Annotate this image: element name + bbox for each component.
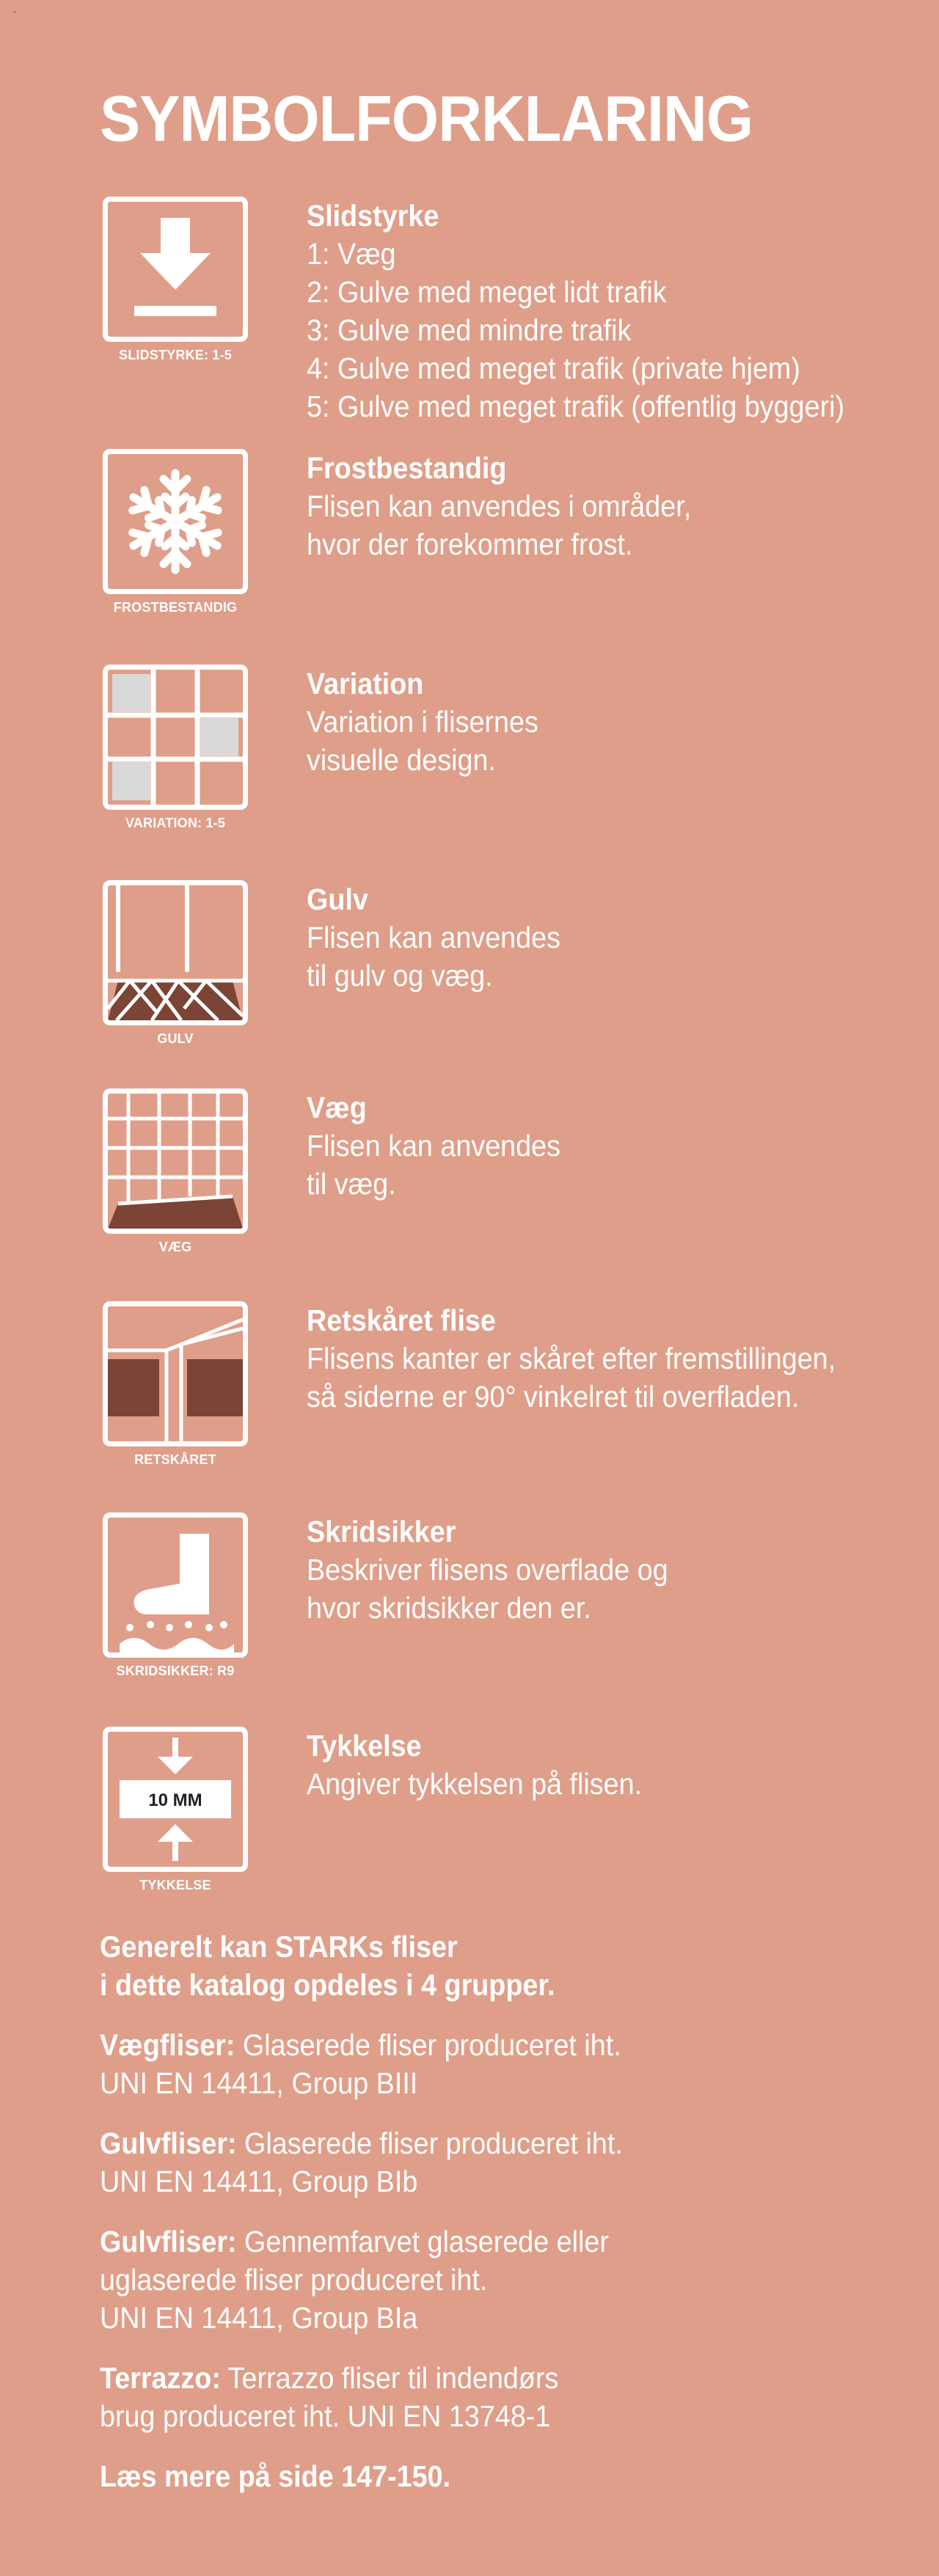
group-description: brug produceret iht. UNI EN 13748-1 (100, 2399, 551, 2433)
icon-caption: VÆG (158, 1240, 192, 1254)
groups-intro: Generelt kan STARKs fliser (100, 1930, 458, 1964)
icon-caption: GULV (157, 1031, 194, 1046)
entry-line: 5: Gulve med meget trafik (offentlig byggeri) (307, 389, 845, 423)
floor-tiles-icon (103, 880, 248, 1025)
page-title: SYMBOLFORKLARING (100, 82, 753, 155)
entry-line: til væg. (307, 1167, 396, 1201)
group-item (100, 2026, 907, 2102)
entry-heading: Frostbestandig (307, 451, 507, 485)
icon-caption: VARIATION: 1-5 (125, 816, 226, 830)
group-item (100, 2359, 907, 2435)
entry-line: 3: Gulve med mindre trafik (307, 313, 632, 347)
wall-tiles-icon (103, 1088, 248, 1234)
entry-line: Beskriver flisens overflade og (307, 1553, 668, 1587)
entry-line: hvor skridsikker den er. (307, 1591, 591, 1625)
tile-groups-section (100, 1928, 907, 2495)
entry-heading: Gulv (307, 882, 368, 916)
icon-caption: SKRIDSIKKER: R9 (116, 1664, 235, 1678)
group-description: Glaserede fliser produceret iht. (235, 2028, 621, 2062)
group-description: UNI EN 14411, Group BIa (100, 2301, 418, 2335)
group-name: Gulvfliser: (100, 2126, 237, 2160)
entry-line: Angiver tykkelsen på flisen. (307, 1767, 643, 1801)
entry-line: 4: Gulve med meget trafik (private hjem) (307, 351, 800, 385)
entry-line: hvor der forekommer frost. (307, 527, 633, 561)
group-name: Gulvfliser: (100, 2225, 237, 2258)
groups-intro: i dette katalog opdeles i 4 grupper. (100, 1968, 555, 2002)
entry-heading: Variation (307, 667, 424, 700)
icon-caption: FROSTBESTANDIG (113, 600, 238, 615)
group-description: Terrazzo fliser til indendørs (220, 2361, 559, 2395)
entry-heading: Slidstyrke (307, 199, 439, 233)
entry-heading: Skridsikker (307, 1515, 456, 1548)
entry-line: så siderne er 90° vinkelret til overfladen. (307, 1380, 800, 1413)
group-description: uglaserede fliser produceret iht. (100, 2263, 488, 2297)
entry-line: 1: Væg (307, 237, 396, 271)
entry-line: til gulv og væg. (307, 959, 493, 992)
entry-line: Flisen kan anvendes (307, 1129, 560, 1163)
entry-line: 2: Gulve med meget lidt trafik (307, 275, 667, 309)
thickness-label: 10 MM (148, 1790, 202, 1810)
entry-heading: Retskåret flise (307, 1303, 496, 1337)
corner-mark: = (13, 10, 17, 15)
group-description: UNI EN 14411, Group BIII (100, 2066, 418, 2100)
thickness-icon (103, 1727, 248, 1872)
entry-heading: Væg (307, 1091, 367, 1124)
entry-line: Flisen kan anvendes i områder, (307, 489, 692, 523)
snowflake-icon (103, 449, 248, 594)
entry-line: Flisen kan anvendes (307, 921, 560, 954)
icon-caption: SLIDSTYRKE: 1-5 (118, 348, 233, 362)
group-item (100, 2222, 907, 2337)
icon-caption: TYKKELSE (139, 1878, 211, 1892)
entry-line: visuelle design. (307, 743, 496, 777)
group-description: Gennemfarvet glaserede eller (236, 2225, 609, 2258)
entry-line: Variation i flisernes (307, 705, 538, 739)
boot-icon (103, 1512, 248, 1658)
entry-heading: Tykkelse (307, 1729, 422, 1763)
group-description: UNI EN 14411, Group BIb (100, 2165, 418, 2198)
group-description: Glaserede fliser produceret iht. (236, 2126, 623, 2160)
group-name: Terrazzo: (100, 2361, 221, 2395)
tile-grid-icon (103, 665, 248, 810)
icon-caption: RETSKÅRET (134, 1452, 216, 1467)
down-arrow-icon (103, 197, 248, 342)
rectified-tile-icon (103, 1301, 248, 1446)
group-name: Vægfliser: (100, 2028, 235, 2062)
group-item (100, 2124, 907, 2200)
entry-line: Flisens kanter er skåret efter fremstillingen, (307, 1342, 836, 1375)
read-more-text: Læs mere på side 147-150. (100, 2459, 451, 2493)
